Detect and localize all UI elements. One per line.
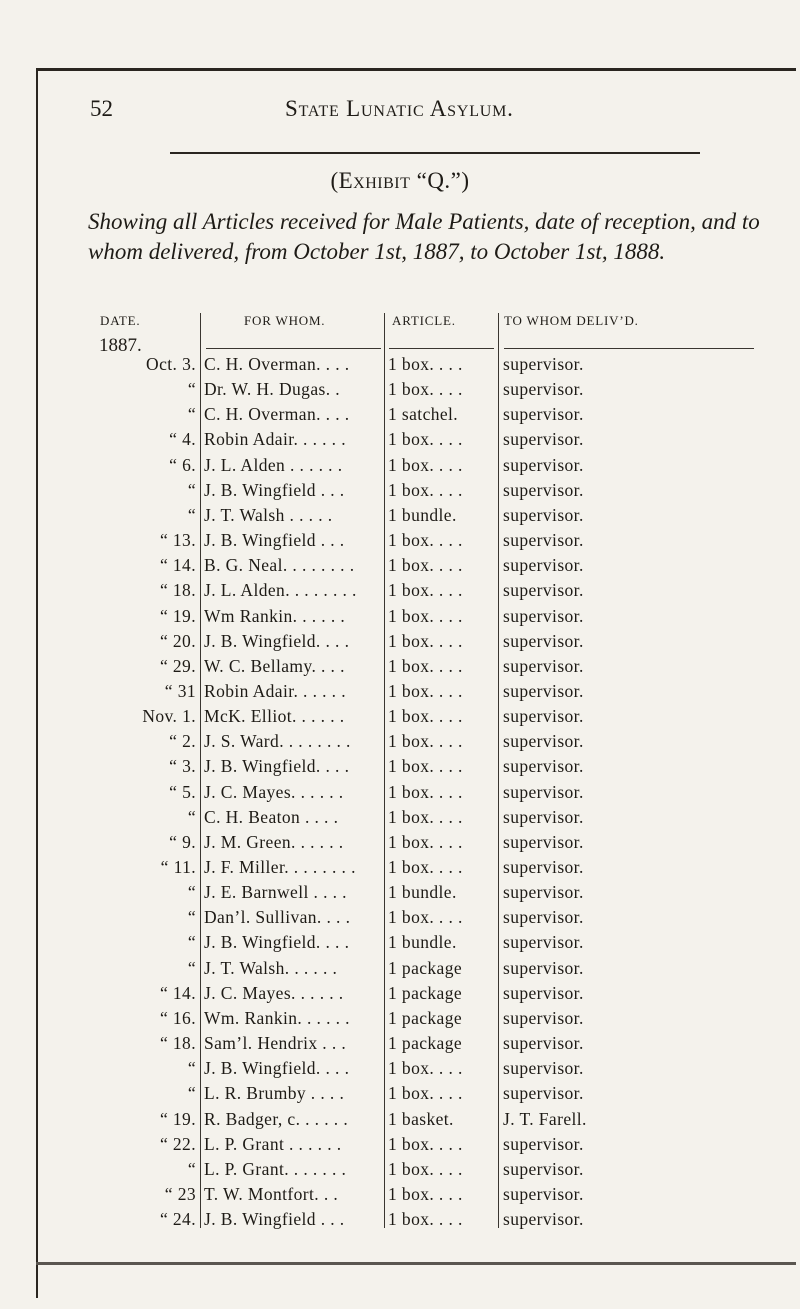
row-for-whom: C. H. Overman. . . . xyxy=(204,404,350,425)
row-to-whom: supervisor. xyxy=(503,882,584,903)
row-for-whom: Dr. W. H. Dugas. . xyxy=(204,379,341,400)
table-row xyxy=(94,1008,784,1035)
row-for-whom: J. B. Wingfield. . . . xyxy=(204,932,350,953)
row-article: 1 box. . . . xyxy=(388,781,463,802)
row-date: “ xyxy=(187,404,196,425)
row-date: “ xyxy=(187,379,196,400)
row-to-whom: supervisor. xyxy=(503,680,584,701)
row-article: 1 box. . . . xyxy=(388,354,463,374)
row-to-whom: supervisor. xyxy=(503,429,584,450)
row-date: “ xyxy=(187,1158,196,1179)
page-frame-top xyxy=(36,68,796,71)
row-to-whom: supervisor. xyxy=(503,580,584,601)
row-date: “ 4. xyxy=(169,429,196,450)
table-row xyxy=(94,1083,784,1110)
table-row xyxy=(94,379,784,406)
row-date: “ 31 xyxy=(164,680,196,701)
exhibit-caption: Showing all Articles received for Male Patients, date of reception, and to whom delivered, from October 1st, 1887, to October 1st, 1888. xyxy=(88,209,760,264)
row-date: “ 2. xyxy=(169,731,196,752)
row-article: 1 package xyxy=(388,957,463,978)
row-date: “ 14. xyxy=(159,555,196,576)
table-row xyxy=(94,606,784,633)
row-for-whom: J. B. Wingfield. . . . xyxy=(204,630,350,651)
table-row xyxy=(94,882,784,909)
row-to-whom: supervisor. xyxy=(503,1007,584,1028)
row-article: 1 box. . . . xyxy=(388,655,463,676)
row-to-whom: supervisor. xyxy=(503,1058,584,1079)
table-row xyxy=(94,530,784,557)
row-date: “ xyxy=(187,806,196,827)
row-to-whom: supervisor. xyxy=(503,555,584,576)
row-for-whom: J. E. Barnwell . . . . xyxy=(204,882,347,903)
row-for-whom: R. Badger, c. . . . . . xyxy=(204,1108,349,1129)
row-article: 1 box. . . . xyxy=(388,857,463,877)
table-row xyxy=(94,480,784,507)
row-to-whom: supervisor. xyxy=(503,1083,584,1104)
row-to-whom: supervisor. xyxy=(503,504,584,525)
row-for-whom: C. H. Beaton . . . . xyxy=(204,806,339,827)
row-to-whom: supervisor. xyxy=(503,1133,584,1154)
table-row xyxy=(94,505,784,532)
row-date: “ xyxy=(187,479,196,500)
row-article: 1 box. . . . xyxy=(388,1158,463,1179)
row-date: “ 13. xyxy=(159,530,196,551)
row-to-whom: supervisor. xyxy=(503,706,584,727)
row-article: 1 box. . . . xyxy=(388,1209,463,1230)
row-date: “ xyxy=(187,1083,196,1104)
row-for-whom: J. B. Wingfield . . . xyxy=(204,1209,345,1230)
row-for-whom: Robin Adair. . . . . . xyxy=(204,429,346,450)
row-for-whom: J. T. Walsh . . . . . xyxy=(204,504,333,525)
row-date: “ 19. xyxy=(159,1108,196,1129)
row-article: 1 basket. xyxy=(388,1108,454,1129)
row-to-whom: supervisor. xyxy=(503,479,584,500)
page-header xyxy=(90,96,770,130)
row-for-whom: B. G. Neal. . . . . . . . xyxy=(204,555,355,576)
row-to-whom: supervisor. xyxy=(503,1183,584,1204)
table-row xyxy=(94,631,784,658)
row-date: “ 18. xyxy=(159,1033,196,1054)
row-for-whom: J. S. Ward. . . . . . . . xyxy=(204,731,351,752)
row-date: Oct. 3. xyxy=(146,354,196,374)
header-article: ARTICLE. xyxy=(392,313,456,328)
row-date: “ xyxy=(187,932,196,953)
row-for-whom: Wm. Rankin. . . . . . xyxy=(204,1007,350,1028)
row-to-whom: J. T. Farell. xyxy=(503,1108,587,1129)
row-article: 1 box. . . . xyxy=(388,806,463,827)
table-row xyxy=(94,354,784,381)
row-article: 1 box. . . . xyxy=(388,1133,463,1154)
row-article: 1 box. . . . xyxy=(388,1058,463,1079)
table-row xyxy=(94,857,784,884)
row-for-whom: Wm Rankin. . . . . . xyxy=(204,605,346,626)
row-article: 1 box. . . . xyxy=(388,429,463,450)
row-to-whom: supervisor. xyxy=(503,454,584,475)
table-row xyxy=(94,580,784,607)
row-date: “ xyxy=(187,1058,196,1079)
row-date: “ xyxy=(187,957,196,978)
row-date: “ 6. xyxy=(169,454,196,475)
row-article: 1 box. . . . xyxy=(388,605,463,626)
row-for-whom: J. T. Walsh. . . . . . xyxy=(204,957,338,978)
table-row xyxy=(94,983,784,1010)
table-row xyxy=(94,404,784,431)
table-row xyxy=(94,681,784,708)
row-article: 1 box. . . . xyxy=(388,756,463,777)
row-article: 1 box. . . . xyxy=(388,580,463,601)
row-article: 1 box. . . . xyxy=(388,379,463,400)
row-for-whom: Robin Adair. . . . . . xyxy=(204,680,346,701)
row-for-whom: McK. Elliot. . . . . . xyxy=(204,706,345,727)
row-date: “ 29. xyxy=(159,655,196,676)
row-for-whom: J. M. Green. . . . . . xyxy=(204,831,344,852)
header-to-whom: TO WHOM DELIV’D. xyxy=(504,313,639,328)
row-to-whom: supervisor. xyxy=(503,907,584,928)
row-article: 1 bundle. xyxy=(388,504,457,525)
row-date: Nov. 1. xyxy=(142,706,196,727)
table-row xyxy=(94,1184,784,1211)
table-row xyxy=(94,932,784,959)
row-article: 1 satchel. xyxy=(388,404,459,425)
row-date: “ 14. xyxy=(159,982,196,1003)
table-row xyxy=(94,832,784,859)
table-row xyxy=(94,1134,784,1161)
row-article: 1 package xyxy=(388,982,463,1003)
table-row xyxy=(94,429,784,456)
table-row xyxy=(94,756,784,783)
table-row xyxy=(94,782,784,809)
header-rule-to-whom xyxy=(504,348,754,349)
row-for-whom: J. C. Mayes. . . . . . xyxy=(204,781,344,802)
row-for-whom: T. W. Montfort. . . xyxy=(204,1183,339,1204)
row-date: “ 9. xyxy=(169,831,196,852)
header-rule-article xyxy=(389,348,494,349)
row-to-whom: supervisor. xyxy=(503,756,584,777)
row-to-whom: supervisor. xyxy=(503,781,584,802)
page-frame-left xyxy=(36,68,38,1298)
row-for-whom: L. P. Grant. . . . . . . xyxy=(204,1158,347,1179)
table-row xyxy=(94,1159,784,1186)
running-title: State Lunatic Asylum. xyxy=(285,96,514,121)
exhibit-title: (Exhibit “Q.”) xyxy=(330,168,470,193)
records-table xyxy=(94,313,784,1243)
table-row xyxy=(94,1033,784,1060)
row-to-whom: supervisor. xyxy=(503,655,584,676)
row-article: 1 bundle. xyxy=(388,882,457,903)
row-to-whom: supervisor. xyxy=(503,379,584,400)
year-label: 1887. xyxy=(99,335,142,356)
table-row xyxy=(94,807,784,834)
table-row xyxy=(94,907,784,934)
row-date: “ 23 xyxy=(164,1183,196,1204)
row-date: “ 20. xyxy=(159,630,196,651)
row-article: 1 bundle. xyxy=(388,932,457,953)
header-date: DATE. xyxy=(100,313,141,328)
row-for-whom: L. R. Brumby . . . . xyxy=(204,1083,345,1104)
table-row xyxy=(94,731,784,758)
row-article: 1 box. . . . xyxy=(388,555,463,576)
row-for-whom: Dan’l. Sullivan. . . . xyxy=(204,907,351,928)
header-for-whom: FOR WHOM. xyxy=(244,313,326,328)
row-for-whom: J. B. Wingfield . . . xyxy=(204,530,345,551)
row-for-whom: J. B. Wingfield . . . xyxy=(204,479,345,500)
row-to-whom: supervisor. xyxy=(503,857,584,877)
table-row xyxy=(94,1109,784,1136)
table-row xyxy=(94,1058,784,1085)
row-article: 1 package xyxy=(388,1033,463,1054)
row-to-whom: supervisor. xyxy=(503,831,584,852)
row-date: “ 19. xyxy=(159,605,196,626)
row-to-whom: supervisor. xyxy=(503,1209,584,1230)
row-for-whom: Sam’l. Hendrix . . . xyxy=(204,1033,347,1054)
row-for-whom: J. C. Mayes. . . . . . xyxy=(204,982,344,1003)
row-for-whom: W. C. Bellamy. . . . xyxy=(204,655,345,676)
row-article: 1 box. . . . xyxy=(388,1183,463,1204)
row-to-whom: supervisor. xyxy=(503,404,584,425)
row-to-whom: supervisor. xyxy=(503,530,584,551)
header-rule xyxy=(170,152,700,154)
row-article: 1 box. . . . xyxy=(388,1083,463,1104)
row-date: “ 5. xyxy=(169,781,196,802)
row-article: 1 package xyxy=(388,1007,463,1028)
row-article: 1 box. . . . xyxy=(388,680,463,701)
row-to-whom: supervisor. xyxy=(503,932,584,953)
row-for-whom: C. H. Overman. . . . xyxy=(204,354,350,374)
row-to-whom: supervisor. xyxy=(503,1033,584,1054)
row-article: 1 box. . . . xyxy=(388,454,463,475)
table-row xyxy=(94,455,784,482)
row-date: “ 16. xyxy=(159,1007,196,1028)
row-date: “ xyxy=(187,882,196,903)
page-frame-bottom xyxy=(36,1262,796,1265)
row-to-whom: supervisor. xyxy=(503,354,584,374)
row-date: “ 18. xyxy=(159,580,196,601)
row-for-whom: J. B. Wingfield. . . . xyxy=(204,756,350,777)
table-row xyxy=(94,706,784,733)
row-to-whom: supervisor. xyxy=(503,630,584,651)
row-to-whom: supervisor. xyxy=(503,957,584,978)
header-rule-for-whom xyxy=(206,348,381,349)
row-article: 1 box. . . . xyxy=(388,831,463,852)
row-date: “ 11. xyxy=(160,857,196,877)
row-date: “ 22. xyxy=(159,1133,196,1154)
row-to-whom: supervisor. xyxy=(503,806,584,827)
table-row xyxy=(94,555,784,582)
row-article: 1 box. . . . xyxy=(388,479,463,500)
row-article: 1 box. . . . xyxy=(388,731,463,752)
row-date: “ 24. xyxy=(159,1209,196,1230)
row-to-whom: supervisor. xyxy=(503,982,584,1003)
row-date: “ xyxy=(187,504,196,525)
row-to-whom: supervisor. xyxy=(503,605,584,626)
row-article: 1 box. . . . xyxy=(388,706,463,727)
row-for-whom: J. L. Alden . . . . . . xyxy=(204,454,343,475)
row-to-whom: supervisor. xyxy=(503,1158,584,1179)
row-article: 1 box. . . . xyxy=(388,630,463,651)
table-row xyxy=(94,958,784,985)
row-to-whom: supervisor. xyxy=(503,731,584,752)
row-article: 1 box. . . . xyxy=(388,907,463,928)
table-row xyxy=(94,656,784,683)
row-for-whom: J. F. Miller. . . . . . . . xyxy=(204,857,356,877)
row-for-whom: L. P. Grant . . . . . . xyxy=(204,1133,342,1154)
row-article: 1 box. . . . xyxy=(388,530,463,551)
page-number: 52 xyxy=(90,96,113,121)
table-row xyxy=(94,1209,784,1236)
row-for-whom: J. B. Wingfield. . . . xyxy=(204,1058,350,1079)
row-date: “ 3. xyxy=(169,756,196,777)
row-date: “ xyxy=(187,907,196,928)
row-for-whom: J. L. Alden. . . . . . . . xyxy=(204,580,357,601)
